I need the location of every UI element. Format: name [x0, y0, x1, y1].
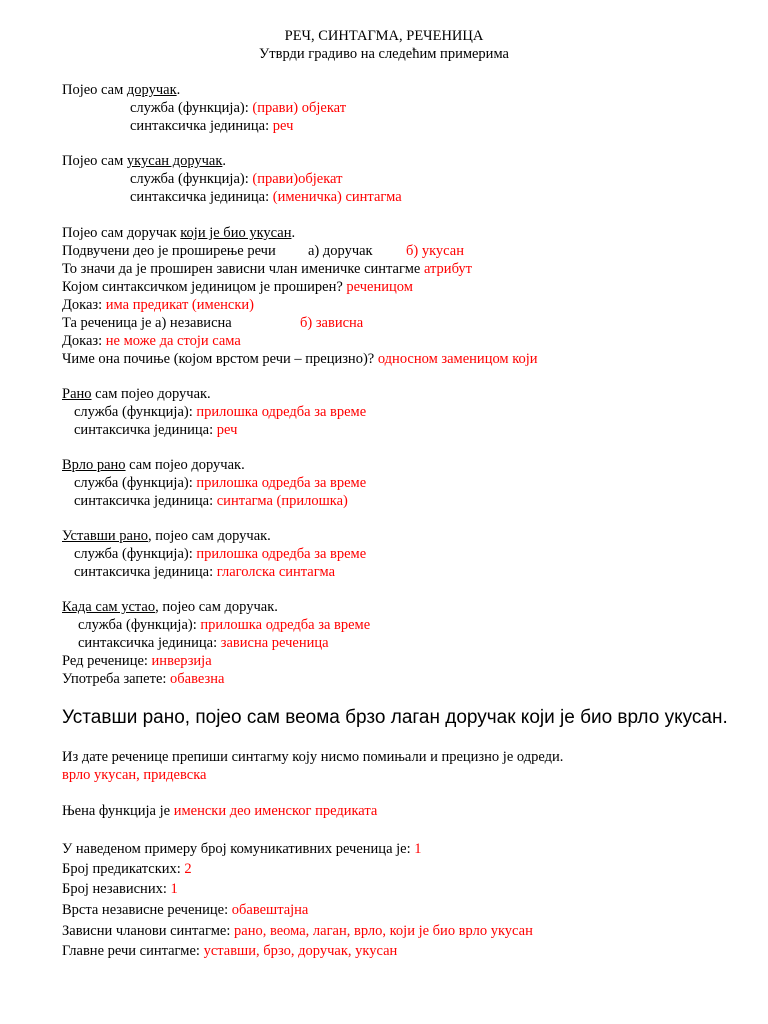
stat-independent: Број независних: 1	[62, 881, 178, 897]
example-4-unit: синтаксичка јединица: реч	[74, 422, 238, 438]
answer: уставши, брзо, доручак, укусан	[203, 943, 398, 959]
example-3-q2: То значи да је проширен зависни члан именичке синтагме атрибут	[62, 261, 472, 277]
example-7-sentence: Када сам устао, појео сам доручак.	[62, 599, 278, 615]
example-5-function: служба (функција): прилошка одредба за време	[74, 475, 367, 491]
answer: има предикат (именски)	[105, 297, 254, 313]
example-3-q7: Чиме она почиње (којом врстом речи – прецизно)? односном заменицом који	[62, 351, 538, 367]
stat-head-words: Главне речи синтагме: уставши, брзо, доручак, укусан	[62, 943, 398, 959]
answer: (прави)објекат	[252, 171, 343, 187]
example-3-sentence: Појео сам доручак који је био укусан.	[62, 225, 296, 241]
example-3-q1-option-a: а) доручак	[308, 243, 373, 259]
answer: атрибут	[423, 261, 472, 277]
example-6-sentence: Уставши рано, појео сам доручак.	[62, 528, 271, 544]
underlined-phrase: Врло рано	[62, 457, 126, 473]
answer: (именичка) синтагма	[272, 189, 402, 205]
answer: обавезна	[170, 671, 225, 687]
example-3-q5: Та реченица је а) независна	[62, 315, 232, 331]
example-1-sentence: Појео сам доручак.	[62, 82, 181, 98]
example-3-q3: Којом синтаксичком јединицом је проширен? реченицом	[62, 279, 413, 295]
answer: 1	[414, 841, 422, 857]
answer: глаголска синтагма	[216, 564, 336, 580]
answer: реченицом	[346, 279, 413, 295]
example-1-function: служба (функција): (прави) објекат	[130, 100, 347, 116]
answer: синтагма (прилошка)	[216, 493, 348, 509]
underlined-phrase: укусан доручак	[126, 153, 223, 169]
example-7-comma: Употреба запете: обавезна	[62, 671, 225, 687]
example-3-q1-option-b: б) укусан	[406, 243, 464, 259]
example-6-unit: синтаксичка јединица: глаголска синтагма	[74, 564, 336, 580]
example-3-q6: Доказ: не може да стоји сама	[62, 333, 241, 349]
example-7-order: Ред реченице: инверзија	[62, 653, 212, 669]
example-1-unit: синтаксичка јединица: реч	[130, 118, 294, 134]
example-2-unit: синтаксичка јединица: (именичка) синтагма	[130, 189, 402, 205]
example-7-unit: синтаксичка јединица: зависна реченица	[78, 635, 329, 651]
answer: реч	[272, 118, 294, 134]
underlined-phrase: Уставши рано	[62, 528, 149, 544]
stat-type: Врста независне реченице: обавештајна	[62, 902, 309, 918]
example-5-sentence: Врло рано сам појео доручак.	[62, 457, 245, 473]
example-3-q5-option-b: б) зависна	[300, 315, 364, 331]
answer: именски део именског предиката	[173, 803, 378, 819]
stat-dependent-members: Зависни чланови синтагме: рано, веома, лаган, врло, који је био врло укусан	[62, 923, 533, 939]
underlined-word: доручак	[126, 82, 177, 98]
example-3-q4: Доказ: има предикат (именски)	[62, 297, 254, 313]
example-5-unit: синтаксичка јединица: синтагма (прилошка)	[74, 493, 348, 509]
answer: прилошка одредба за време	[196, 475, 367, 491]
main-sentence: Уставши рано, појео сам веома брзо лаган доручак који је био врло укусан.	[62, 707, 728, 728]
example-2-sentence: Појео сам укусан доручак.	[62, 153, 227, 169]
example-7-function: служба (функција): прилошка одредба за време	[78, 617, 371, 633]
task-function: Њена функција је именски део именског предиката	[62, 803, 378, 819]
task-answer: врло укусан, придевска	[62, 767, 207, 783]
example-2-function: служба (функција): (прави)објекат	[130, 171, 343, 187]
answer: рано, веома, лаган, врло, који је био врло укусан	[234, 923, 533, 939]
answer: обавештајна	[231, 902, 309, 918]
document-title: РЕЧ, СИНТАГМА, РЕЧЕНИЦА	[284, 28, 484, 44]
underlined-clause: који је био укусан	[180, 225, 292, 241]
answer: не може да стоји сама	[105, 333, 241, 349]
answer: односном заменицом који	[377, 351, 538, 367]
underlined-clause: Када сам устао	[62, 599, 156, 615]
answer: 1	[170, 881, 178, 897]
answer: (прави) објекат	[252, 100, 347, 116]
document-subtitle: Утврди градиво на следећим примерима	[259, 46, 509, 62]
example-4-function: служба (функција): прилошка одредба за време	[74, 404, 367, 420]
answer: 2	[184, 861, 192, 877]
example-6-function: служба (функција): прилошка одредба за време	[74, 546, 367, 562]
answer: прилошка одредба за време	[196, 404, 367, 420]
answer: инверзија	[151, 653, 212, 669]
task-question: Из дате реченице препиши синтагму коју нисмо помињали и прецизно је одреди.	[62, 749, 564, 765]
example-3-q1: Подвучени део је проширење речи	[62, 243, 276, 259]
answer: прилошка одредба за време	[196, 546, 367, 562]
example-4-sentence: Рано сам појео доручак.	[62, 386, 211, 402]
underlined-word: Рано	[62, 386, 92, 402]
answer: прилошка одредба за време	[200, 617, 371, 633]
stat-communicative: У наведеном примеру број комуникативних реченица је: 1	[62, 841, 422, 857]
answer: зависна реченица	[220, 635, 329, 651]
answer: реч	[216, 422, 238, 438]
stat-predicative: Број предикатских: 2	[62, 861, 192, 877]
